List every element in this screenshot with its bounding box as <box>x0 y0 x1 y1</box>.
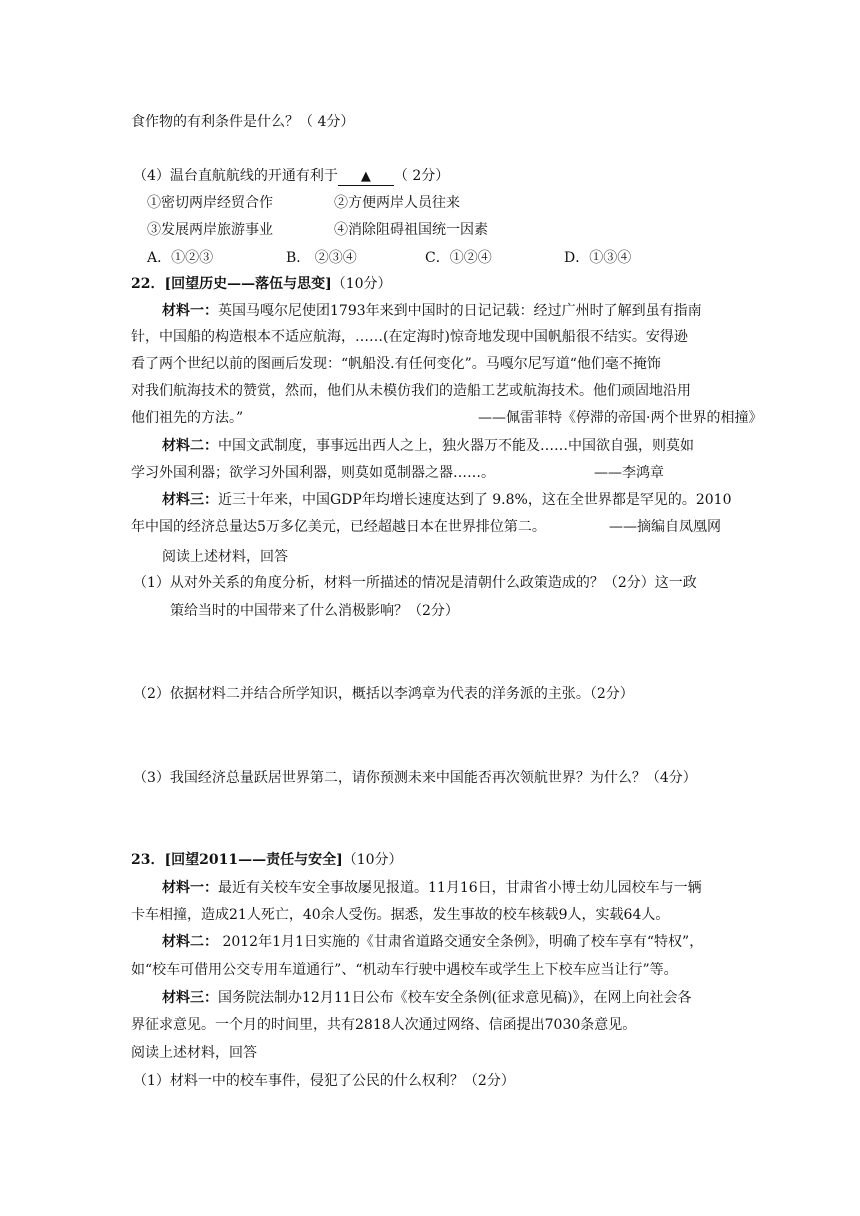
q23-m2-text-1: 2012年1月1日实施的《甘肃省道路交通安全条例》，明确了校车享有“特权”， <box>218 934 704 950</box>
q23-material-1-line-1 <box>162 878 702 898</box>
q23-heading <box>131 850 403 870</box>
q22-m2-label: 材料二： <box>162 438 218 454</box>
q23-score: （10分） <box>342 852 403 868</box>
q23-m3-text-1: 国务院法制办12月11日公布《校车安全条例(征求意见稿)》，在网上向社会各 <box>218 990 692 1006</box>
q22-heading <box>131 274 392 294</box>
q23-m1-text-2: 卡车相撞，造成21人死亡，40余人受伤。据悉，发生事故的校车核载9人，实载64人。 <box>131 907 670 923</box>
q22-m3-source: ——摘编自凤凰网 <box>609 519 721 535</box>
q22-question-3: （3）我国经济总量跃居世界第二，请你预测未来中国能否再次领航世界？为什么？（4分） <box>133 770 697 786</box>
q22-m1-text-4: 对我们航海技术的赞赏，然而，他们从未模仿我们的造船工艺或航海技术。他们顽固地沿用 <box>131 383 691 399</box>
q21-option-1: ①密切两岸经贸合作 <box>147 195 273 211</box>
q23-m1-label: 材料一： <box>162 880 218 896</box>
q21-sub4 <box>133 166 449 186</box>
q22-m1-text-3: 看了两个世纪以前的图画后发现：“帆船没.有任何变化”。马嘎尔尼写道“他们毫不掩饰 <box>131 356 661 372</box>
q22-material-2-line-1 <box>162 436 694 456</box>
q21-sub4-prefix: （4）温台直航航线的开通有利于 <box>133 168 338 184</box>
q23-material-2-line-1 <box>162 932 703 952</box>
q23-m2-label: 材料二： <box>162 934 218 950</box>
answer-blank <box>338 167 394 186</box>
q21-tail-text: 食作物的有利条件是什么？（ 4分） <box>131 114 355 130</box>
q21-option-3: ③发展两岸旅游事业 <box>147 222 273 238</box>
triangle-marker: ▲ <box>360 169 371 184</box>
q22-m3-label: 材料三： <box>162 492 218 508</box>
q23-question-1: （1）材料一中的校车事件，侵犯了公民的什么权利？（2分） <box>133 1073 515 1089</box>
q23-title: 23．[回望2011——责任与安全] <box>131 852 343 868</box>
q22-question-1-line-1: （1）从对外关系的角度分析，材料一所描述的情况是清朝什么政策造成的？（2分）这一政 <box>133 575 697 591</box>
q21-choice-d: D．①③④ <box>564 250 632 266</box>
q22-m1-text-5: 他们祖先的方法。” <box>131 410 244 426</box>
q23-read-prompt: 阅读上述材料，回答 <box>131 1045 257 1061</box>
q22-m3-text-1: 近三十年来，中国GDP年均增长速度达到了 9.8%，这在全世界都是罕见的。2010 <box>218 492 732 508</box>
q21-choice-c: C．①②④ <box>425 250 492 266</box>
q22-question-1-line-2: 策给当时的中国带来了什么消极影响？（2分） <box>170 603 459 619</box>
q22-m2-source: ——李鸿章 <box>594 465 664 481</box>
q23-m3-label: 材料三： <box>162 990 218 1006</box>
q23-m2-text-2: 如“校车可借用公交专用车道通行”、“机动车行驶中遇校车或学生上下校车应当让行”等。 <box>131 962 678 978</box>
q22-title: 22．[回望历史——落伍与思变] <box>131 276 332 292</box>
q22-material-1-line-1 <box>162 301 728 321</box>
q22-m1-source: ——佩雷菲特《停滞的帝国·两个世界的相撞》 <box>478 410 763 426</box>
q22-read-prompt: 阅读上述材料，回答 <box>162 549 288 565</box>
q22-question-2: （2）依据材料二并结合所学知识，概括以李鸿章为代表的洋务派的主张。（2分） <box>133 686 634 702</box>
q22-score: （10分） <box>331 276 392 292</box>
q21-option-4: ④消除阻碍祖国统一因素 <box>334 222 488 238</box>
q23-m3-text-2: 界征求意见。一个月的时间里，共有2818人次通过网络、信函提出7030条意见。 <box>131 1017 637 1033</box>
q22-m2-text-1: 中国文武制度，事事远出西人之上，独火器万不能及……中国欲自强，则莫如 <box>218 438 694 454</box>
q22-m2-text-2: 学习外国利器；欲学习外国利器，则莫如觅制器之器……。 <box>131 465 495 481</box>
q22-m1-text-1: 英国马嘎尔尼使团1793年来到中国时的日记记载：经过广州时了解到虽有指南 <box>218 303 702 319</box>
q22-m1-label: 材料一： <box>162 303 218 319</box>
q21-choice-a: A．①②③ <box>147 250 214 266</box>
q23-material-3-line-1 <box>162 988 692 1008</box>
q21-sub4-suffix: （ 2分） <box>393 168 450 184</box>
q22-m1-text-2: 针，中国船的构造根本不适应航海，……(在定海时)惊奇地发现中国帆船很不结实。安得逊 <box>131 329 688 345</box>
q23-m1-text-1: 最近有关校车安全事故屡见报道。11月16日，甘肃省小博士幼儿园校车与一辆 <box>218 880 702 896</box>
q22-m3-text-2: 年中国的经济总量达5万多亿美元，已经超越日本在世界排位第二。 <box>131 519 546 535</box>
q22-material-3-line-1 <box>162 490 731 510</box>
q21-option-2: ②方便两岸人员往来 <box>334 195 460 211</box>
q21-choice-b: B． ②③④ <box>286 250 357 266</box>
